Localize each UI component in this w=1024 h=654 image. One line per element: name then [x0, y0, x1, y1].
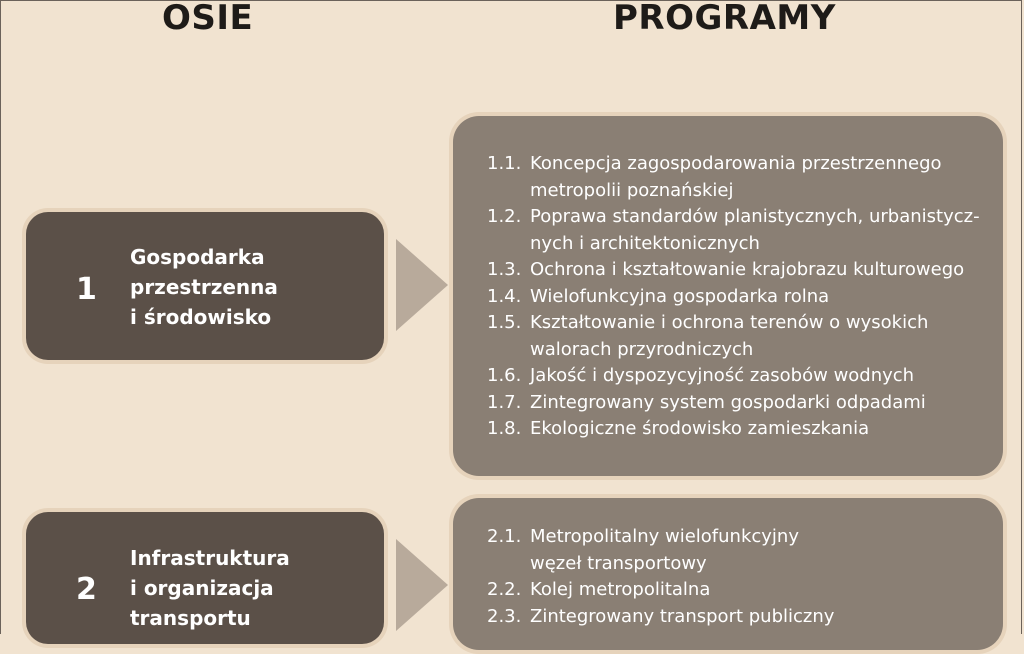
program-item — [487, 390, 985, 417]
program-item-number: 1.5. — [487, 312, 522, 333]
axis-number: 1 — [76, 272, 97, 307]
header-osie: OSIE — [162, 0, 254, 38]
program-item-text: Ekologiczne środowisko zamieszkania — [530, 418, 870, 439]
axis-box-1 — [22, 208, 388, 364]
program-item — [487, 178, 985, 205]
program-item-text: Jakość i dyspozycyjność zasobów wodnych — [530, 365, 915, 386]
program-item — [487, 551, 985, 578]
program-item-text: Zintegrowany system gospodarki odpadami — [530, 391, 926, 413]
program-box-2 — [449, 494, 1007, 654]
program-item-text: Koncepcja zagospodarowania przestrzennego — [530, 153, 942, 174]
axis-label-line: transportu — [130, 606, 251, 630]
program-list — [453, 498, 1003, 650]
program-item-number — [487, 231, 530, 258]
axis-label-line: i środowisko — [130, 305, 272, 329]
program-item — [487, 363, 985, 390]
program-box-1 — [449, 112, 1007, 480]
program-item-text: walorach przyrodniczych — [530, 338, 754, 360]
program-item-text: Kształtowanie i ochrona terenów o wysokich — [530, 312, 929, 333]
program-item-number: 1.4. — [487, 285, 522, 307]
program-item-number: 1.2. — [487, 206, 522, 227]
program-item — [487, 151, 985, 178]
program-item-text: Zintegrowany transport publiczny — [530, 605, 835, 627]
axis-label — [130, 242, 278, 332]
program-item — [487, 204, 985, 231]
axis-label-line: Infrastruktura — [130, 546, 290, 570]
program-item-number: 1.6. — [487, 365, 522, 386]
axis-label — [130, 543, 290, 633]
program-item-number — [487, 337, 530, 364]
program-item-text: Ochrona i kształtowanie krajobrazu kulturowego — [530, 259, 965, 280]
program-item — [487, 310, 985, 337]
chevron-arrow-icon — [392, 235, 452, 335]
program-item-number — [487, 178, 530, 205]
program-item — [487, 577, 985, 604]
program-item-number: 2.2. — [487, 579, 522, 600]
program-item — [487, 337, 985, 364]
program-item-text: Poprawa standardów planistycznych, urbanistycz- — [530, 206, 980, 227]
axis-box-2 — [22, 508, 388, 648]
program-item-number: 1.7. — [487, 391, 522, 413]
program-list — [453, 116, 1003, 476]
program-item-text: Metropolitalny wielofunkcyjny — [530, 526, 799, 547]
program-item-number: 1.1. — [487, 153, 522, 174]
program-item-text: Kolej metropolitalna — [530, 579, 711, 600]
program-item-number: 2.1. — [487, 526, 522, 547]
program-item — [487, 524, 985, 551]
program-item — [487, 604, 985, 631]
program-item-number: 1.8. — [487, 418, 522, 439]
axis-number: 2 — [76, 572, 97, 607]
program-item — [487, 257, 985, 284]
program-item — [487, 231, 985, 258]
program-item — [487, 416, 985, 443]
program-item-text: metropolii poznańskiej — [530, 179, 734, 201]
program-item-text: węzeł transportowy — [530, 552, 707, 574]
program-item-number: 2.3. — [487, 605, 522, 627]
axis-label-line: Gospodarka — [130, 245, 265, 269]
program-item — [487, 284, 985, 311]
program-item-number: 1.3. — [487, 259, 522, 280]
program-item-number — [487, 551, 530, 578]
axis-label-line: i organizacja — [130, 576, 274, 600]
axis-label-line: przestrzenna — [130, 275, 278, 299]
program-item-text: nych i architektonicznych — [530, 232, 760, 254]
header-programy: PROGRAMY — [613, 0, 836, 38]
program-item-text: Wielofunkcyjna gospodarka rolna — [530, 285, 830, 307]
chevron-arrow-icon — [392, 535, 452, 635]
